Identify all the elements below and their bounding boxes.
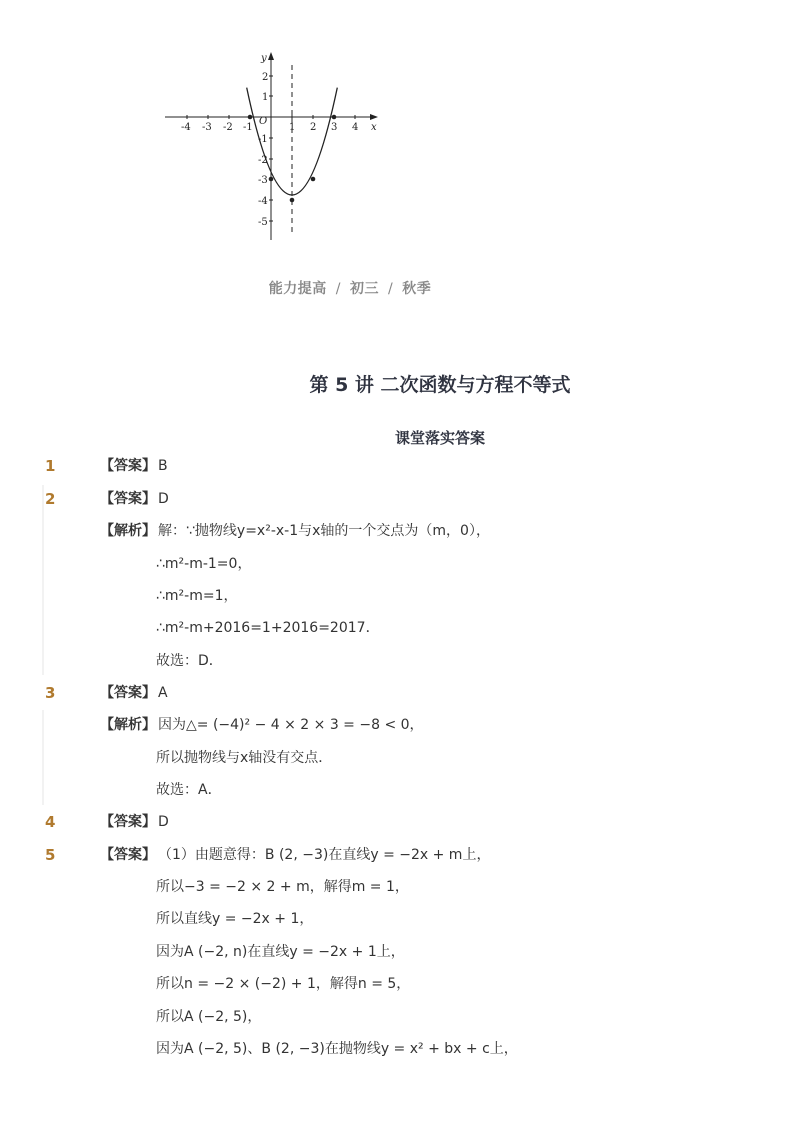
answer-tag: 【答案】 xyxy=(100,847,156,863)
solution-line: 所以n = −2 × (−2) + 1，解得n = 5， xyxy=(156,976,411,992)
analysis-tag: 【解析】 xyxy=(100,717,156,733)
answer-value: A xyxy=(158,685,168,701)
x-tick: 1 xyxy=(289,122,296,133)
analysis-line: 故选：A． xyxy=(156,782,222,798)
answer-value: B xyxy=(158,458,168,474)
analysis-item-2 xyxy=(0,518,800,544)
analysis-line: 解：∵抛物线y=x²-x-1与x轴的一个交点为（m，0）， xyxy=(158,523,490,539)
y-tick: -3 xyxy=(258,175,268,186)
footer-season: 秋季 xyxy=(402,281,432,297)
solution-line: 因为A (−2, 5)、B (2, −3)在抛物线y = x² + bx + c上， xyxy=(156,1041,518,1057)
analysis-line: 故选：D． xyxy=(156,653,223,669)
analysis-item-3 xyxy=(0,712,800,738)
solution-line: 因为A (−2, n)在直线y = −2x + 1上， xyxy=(156,944,405,960)
x-tick: 2 xyxy=(310,122,317,133)
item-number: 2 xyxy=(45,490,56,508)
answer-item-4 xyxy=(0,809,800,835)
solution-line: 所以−3 = −2 × 2 + m，解得m = 1， xyxy=(156,879,409,895)
footer-grade: 初三 xyxy=(350,281,379,297)
analysis-line: ∴m²-m-1=0， xyxy=(156,556,252,572)
x-axis-arrow xyxy=(370,114,378,120)
solution-line: 所以A (−2, 5)， xyxy=(156,1009,262,1025)
answer-tag: 【答案】 xyxy=(100,458,156,474)
answer-tag: 【答案】 xyxy=(100,685,156,701)
point-vertex xyxy=(290,198,295,203)
answer-tag: 【答案】 xyxy=(100,814,156,830)
solution-line: 所以直线y = −2x + 1， xyxy=(156,911,314,927)
page-footer-breadcrumb xyxy=(0,278,700,298)
x-tick: 4 xyxy=(352,122,359,133)
item-number: 1 xyxy=(45,457,56,475)
analysis-line: 因为△= (−4)² − 4 × 2 × 3 = −8 < 0， xyxy=(158,717,424,733)
footer-separator: / xyxy=(388,281,394,297)
x-tick: -3 xyxy=(202,122,212,133)
y-tick: 2 xyxy=(262,72,269,83)
answer-tag: 【答案】 xyxy=(100,491,156,507)
lecture-title: 第 5 讲 二次函数与方程不等式 xyxy=(309,374,571,396)
parabola-graph xyxy=(160,50,390,245)
analysis-line: 所以抛物线与x轴没有交点． xyxy=(156,750,333,766)
answer-item-1 xyxy=(0,453,800,479)
section-title: 课堂落实答案 xyxy=(394,429,485,447)
item-2-bar xyxy=(42,485,44,675)
analysis-tag: 【解析】 xyxy=(100,523,156,539)
x-tick: -1 xyxy=(243,122,253,133)
analysis-line: ∴m²-m=1， xyxy=(156,588,238,604)
footer-separator: / xyxy=(335,281,341,297)
answer-item-2 xyxy=(0,486,800,512)
x-tick: 3 xyxy=(331,122,338,133)
point-x2 xyxy=(311,177,316,182)
answer-value: D xyxy=(158,491,169,507)
answer-value: D xyxy=(158,814,169,830)
item-number: 5 xyxy=(45,846,56,864)
x-tick: -2 xyxy=(223,122,233,133)
answer-item-5 xyxy=(0,842,800,868)
analysis-line: ∴m²-m+2016=1+2016=2017． xyxy=(156,620,380,636)
answer-item-3 xyxy=(0,680,800,706)
y-tick: 1 xyxy=(262,92,269,103)
x-axis-label: x xyxy=(371,122,377,133)
y-tick: -5 xyxy=(258,217,268,228)
item-number: 3 xyxy=(45,684,56,702)
y-tick: -4 xyxy=(258,196,268,207)
origin-label: O xyxy=(259,116,268,127)
y-axis-label: y xyxy=(261,53,267,64)
x-tick: -4 xyxy=(181,122,191,133)
answer-value: （1）由题意得：B (2, −3)在直线y = −2x + m上， xyxy=(158,847,491,863)
footer-level: 能力提高 xyxy=(268,281,327,297)
y-tick: -1 xyxy=(258,134,268,145)
y-tick: -2 xyxy=(258,155,268,166)
item-number: 4 xyxy=(45,813,56,831)
y-axis-arrow xyxy=(268,52,274,60)
